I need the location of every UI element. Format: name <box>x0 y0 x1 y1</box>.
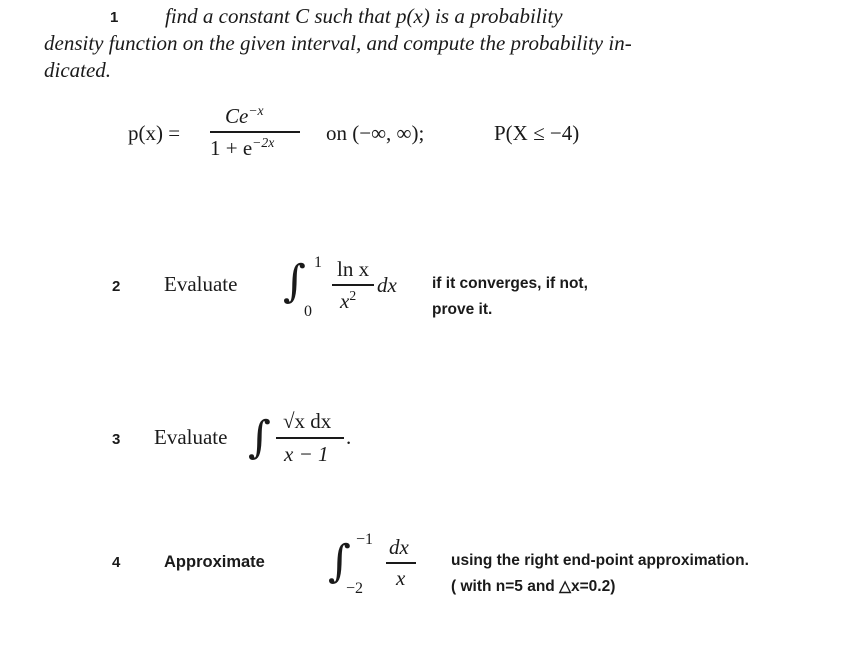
problem-text-line-2: density function on the given interval, and compute the probability in- <box>44 31 632 55</box>
integral-upper-limit: 1 <box>314 254 322 271</box>
integrand-denominator: x − 1 <box>284 442 329 466</box>
period: . <box>346 425 352 449</box>
problem-text-line-3: dicated. <box>44 58 112 82</box>
note-line-1: if it converges, if not, <box>432 275 588 292</box>
problem-number: 3 <box>112 431 121 448</box>
formula-denominator: $1 + e^{-2x}$ <box>210 135 275 160</box>
fraction-bar <box>332 284 374 286</box>
integral-sign: ∫ <box>283 256 306 307</box>
differential: dx <box>377 273 397 297</box>
integrand-denominator: x <box>396 566 406 590</box>
integrand-numerator: ln x <box>337 257 370 281</box>
integrand-denominator: $x^2$ <box>340 288 357 313</box>
note-line-1: using the right end-point approximation. <box>451 552 749 569</box>
formula-numerator: $Ce^{-x}$ <box>225 103 264 128</box>
integral-sign: ∫ <box>328 536 351 587</box>
integral-lower-limit: 0 <box>304 303 312 320</box>
integral-sign: ∫ <box>248 412 271 463</box>
integral-lower-limit: −2 <box>346 580 364 597</box>
integrand-numerator: dx <box>389 535 409 559</box>
problem-number: 1 <box>110 9 119 26</box>
fraction-bar <box>386 562 416 564</box>
fraction-bar <box>210 131 300 133</box>
probability-target: P(X ≤ −4) <box>494 121 580 145</box>
fraction-bar <box>276 437 344 439</box>
interval: on (−∞, ∞); <box>326 121 425 145</box>
note-line-2: ( with n=5 and △x=0.2) <box>451 578 616 595</box>
integral-upper-limit: −1 <box>356 531 374 548</box>
formula-lhs: p(x) = <box>128 121 181 145</box>
problem-verb: Evaluate <box>164 272 238 296</box>
problem-number: 4 <box>112 554 121 571</box>
problem-verb: Evaluate <box>154 425 228 449</box>
problem-number: 2 <box>112 278 121 295</box>
problem-verb: Approximate <box>164 553 265 571</box>
problem-text-line-1: find a constant C such that p(x) is a probability <box>165 4 563 28</box>
integrand-numerator: √x dx <box>283 409 332 433</box>
note-line-2: prove it. <box>432 301 493 318</box>
